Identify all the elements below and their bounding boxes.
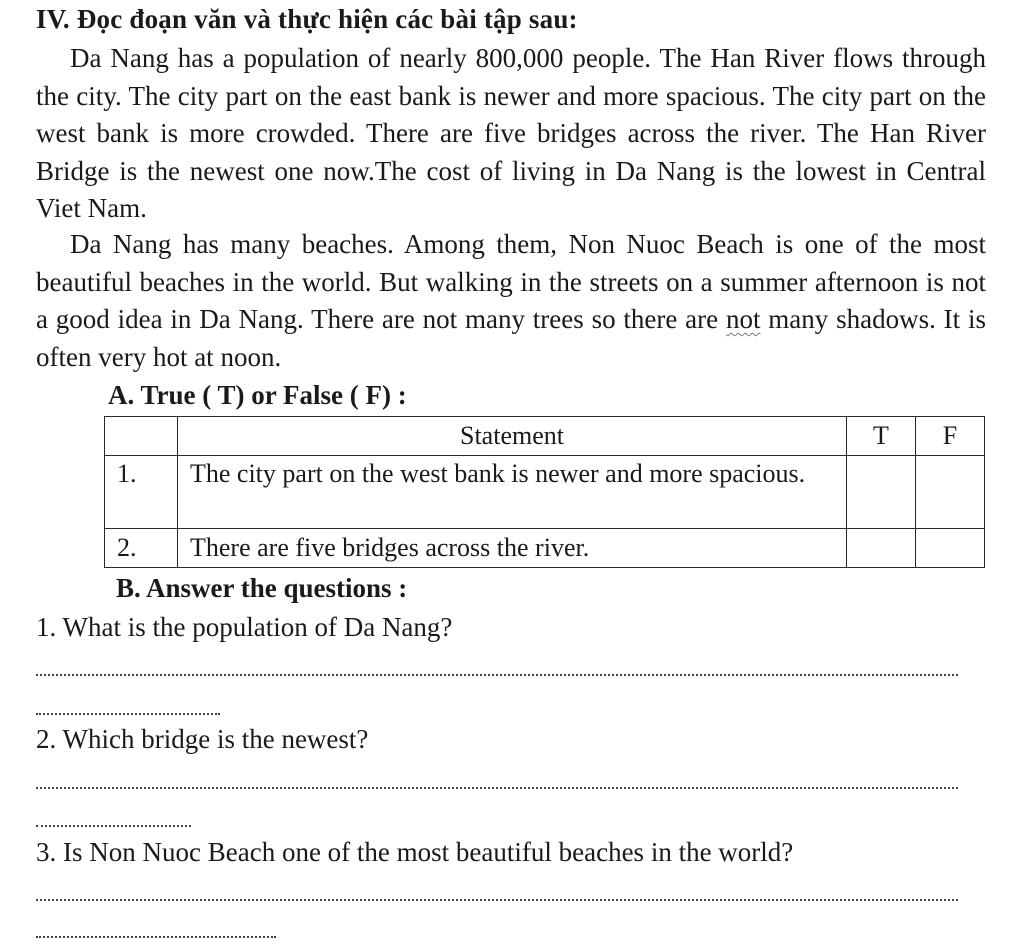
answer-line-2-continued[interactable] xyxy=(36,825,191,827)
reading-paragraph-1: Da Nang has a population of nearly 800,000 people. The Han River flows through the city. The city part on the east bank is newer and more spacious. The city part on the west bank is more crowded. There are five bridges across the river. The Han River Bridge is the newest one now.The cost of living in Da Nang is the lowest in Central Viet Nam. xyxy=(36,43,986,223)
row-number: 1. xyxy=(105,456,178,529)
header-false-cell: F xyxy=(916,417,985,456)
header-statement-cell: Statement xyxy=(178,417,847,456)
answer-line-2[interactable] xyxy=(36,787,958,789)
table-row xyxy=(105,456,985,529)
reading-paragraph-2 xyxy=(36,226,986,376)
question-2: 2. Which bridge is the newest? xyxy=(36,724,369,754)
false-answer-cell[interactable] xyxy=(916,456,985,529)
row-statement: There are five bridges across the river. xyxy=(178,529,847,568)
answer-line-3-continued[interactable] xyxy=(36,936,276,938)
table-header-row xyxy=(105,417,985,456)
answer-line-3[interactable] xyxy=(36,899,958,901)
paragraph-2-underlined-word: not xyxy=(725,304,761,334)
section-a-title: A. True ( T) or False ( F) : xyxy=(108,380,407,410)
row-statement: The city part on the west bank is newer and more spacious. xyxy=(178,456,847,529)
section-b-title: B. Answer the questions : xyxy=(116,573,408,603)
row-number: 2. xyxy=(105,529,178,568)
answer-line-1[interactable] xyxy=(36,674,958,676)
header-number-cell xyxy=(105,417,178,456)
table-row xyxy=(105,529,985,568)
question-1: 1. What is the population of Da Nang? xyxy=(36,612,453,642)
true-answer-cell[interactable] xyxy=(847,456,916,529)
paragraph-2-text-start: Da Nang has many beaches. Among them, Non Nuoc Beach is one of the most beautiful beaches in the world. But walking in the streets on a summer afternoon is not a good idea in Da Nang. There are not many trees so there are xyxy=(36,229,986,334)
exercise-heading: IV. Đọc đoạn văn và thực hiện các bài tập sau: xyxy=(36,4,578,34)
paragraph-2-text-end: many shadows. It is often very hot at noon. xyxy=(36,304,986,372)
header-true-cell: T xyxy=(847,417,916,456)
true-answer-cell[interactable] xyxy=(847,529,916,568)
false-answer-cell[interactable] xyxy=(916,529,985,568)
true-false-table xyxy=(104,416,985,568)
answer-line-1-continued[interactable] xyxy=(36,713,220,715)
question-3: 3. Is Non Nuoc Beach one of the most beautiful beaches in the world? xyxy=(36,837,794,867)
